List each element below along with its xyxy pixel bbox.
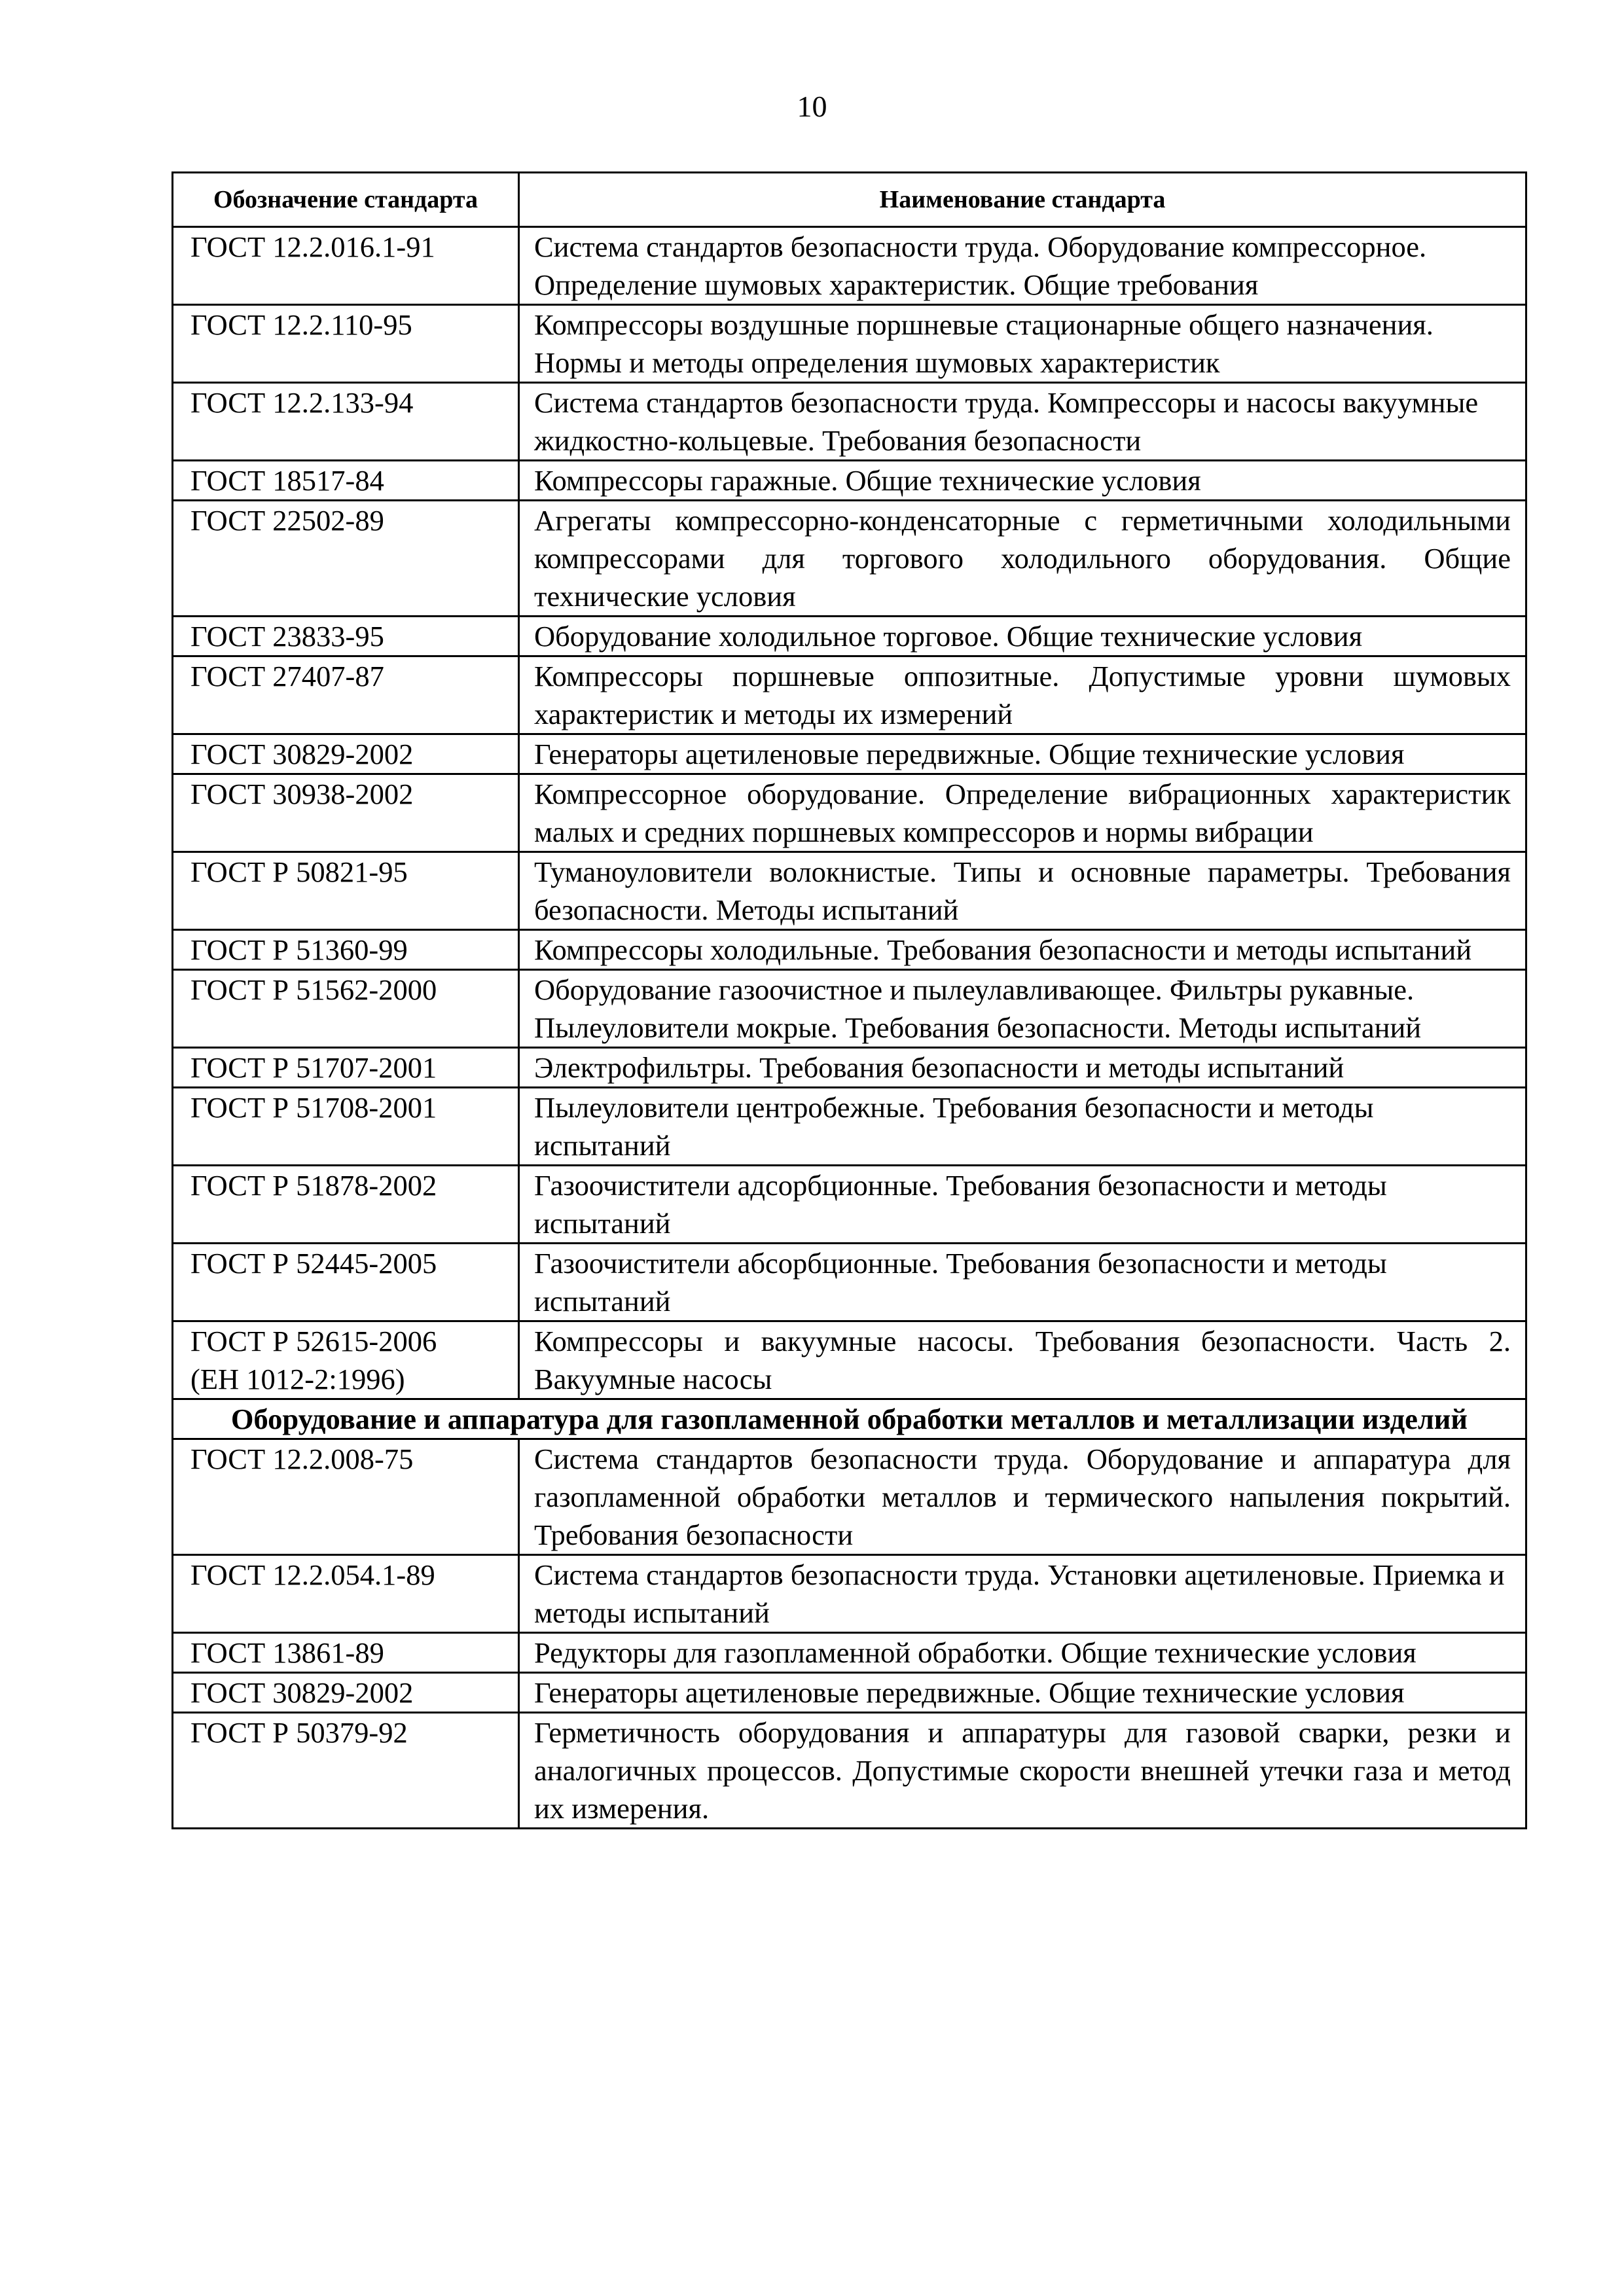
standard-name: Компрессоры воздушные поршневые стационарные общего назначения. Нормы и методы определения шумовых характеристик xyxy=(519,305,1526,383)
standard-code: ГОСТ 12.2.008-75 xyxy=(173,1439,519,1555)
table-row xyxy=(173,1048,1526,1088)
standard-name: Компрессоры гаражные. Общие технические условия xyxy=(519,461,1526,501)
standard-code: ГОСТ 12.2.054.1-89 xyxy=(173,1555,519,1633)
table-row xyxy=(173,1673,1526,1713)
table-row xyxy=(173,734,1526,774)
standard-code: ГОСТ Р 51707-2001 xyxy=(173,1048,519,1088)
table-row xyxy=(173,383,1526,461)
standard-name: Система стандартов безопасности труда. Оборудование и аппаратура для газопламенной обработки металлов и термического напыления покрытий. Требования безопасности xyxy=(519,1439,1526,1555)
column-header-name: Наименование стандарта xyxy=(519,173,1526,227)
table-row xyxy=(173,305,1526,383)
standard-code: ГОСТ 13861-89 xyxy=(173,1633,519,1673)
page-number: 10 xyxy=(797,90,827,123)
table-row xyxy=(173,1321,1526,1399)
standard-name: Компрессоры холодильные. Требования безопасности и методы испытаний xyxy=(519,930,1526,970)
table-row xyxy=(173,1244,1526,1321)
table-row xyxy=(173,501,1526,617)
standard-name: Генераторы ацетиленовые передвижные. Общие технические условия xyxy=(519,734,1526,774)
standard-code: ГОСТ 22502-89 xyxy=(173,501,519,617)
standard-name: Герметичность оборудования и аппаратуры для газовой сварки, резки и аналогичных процессов. Допустимые скорости внешней утечки газа и метод их измерения. xyxy=(519,1713,1526,1829)
standard-code: ГОСТ 18517-84 xyxy=(173,461,519,501)
table-row xyxy=(173,461,1526,501)
standard-code: ГОСТ 30829-2002 xyxy=(173,1673,519,1713)
standard-name: Туманоуловители волокнистые. Типы и основные параметры. Требования безопасности. Методы испытаний xyxy=(519,852,1526,930)
standard-code: ГОСТ 27407-87 xyxy=(173,656,519,734)
standard-code: ГОСТ Р 52445-2005 xyxy=(173,1244,519,1321)
section-header-row xyxy=(173,1399,1526,1439)
standard-code: ГОСТ 12.2.110-95 xyxy=(173,305,519,383)
standard-code: ГОСТ Р 51878-2002 xyxy=(173,1166,519,1244)
table-row xyxy=(173,227,1526,305)
standard-name: Редукторы для газопламенной обработки. Общие технические условия xyxy=(519,1633,1526,1673)
standard-name: Электрофильтры. Требования безопасности и методы испытаний xyxy=(519,1048,1526,1088)
table-row xyxy=(173,930,1526,970)
standard-code: ГОСТ Р 50379-92 xyxy=(173,1713,519,1829)
table-row xyxy=(173,1088,1526,1166)
standard-name: Компрессорное оборудование. Определение вибрационных характеристик малых и средних поршневых компрессоров и нормы вибрации xyxy=(519,774,1526,852)
table-header-row xyxy=(173,173,1526,227)
standard-name: Компрессоры и вакуумные насосы. Требования безопасности. Часть 2. Вакуумные насосы xyxy=(519,1321,1526,1399)
standard-code: ГОСТ Р 52615-2006 (ЕН 1012-2:1996) xyxy=(173,1321,519,1399)
table-row xyxy=(173,1713,1526,1829)
standard-name: Компрессоры поршневые оппозитные. Допустимые уровни шумовых характеристик и методы их измерений xyxy=(519,656,1526,734)
standard-code: ГОСТ Р 50821-95 xyxy=(173,852,519,930)
standard-code: ГОСТ 12.2.133-94 xyxy=(173,383,519,461)
table-row xyxy=(173,656,1526,734)
standard-code: ГОСТ 30829-2002 xyxy=(173,734,519,774)
standard-name: Пылеуловители центробежные. Требования безопасности и методы испытаний xyxy=(519,1088,1526,1166)
section-title: Оборудование и аппаратура для газопламенной обработки металлов и металлизации изделий xyxy=(173,1399,1526,1439)
column-header-code: Обозначение стандарта xyxy=(173,173,519,227)
standard-name: Система стандартов безопасности труда. Оборудование компрессорное. Определение шумовых характеристик. Общие требования xyxy=(519,227,1526,305)
standard-code: ГОСТ Р 51360-99 xyxy=(173,930,519,970)
table-row xyxy=(173,1439,1526,1555)
table-row xyxy=(173,1633,1526,1673)
table-row xyxy=(173,774,1526,852)
standard-code: ГОСТ 12.2.016.1-91 xyxy=(173,227,519,305)
standard-code: ГОСТ 23833-95 xyxy=(173,617,519,656)
standards-table xyxy=(171,171,1527,1829)
standard-code: ГОСТ 30938-2002 xyxy=(173,774,519,852)
standard-name: Система стандартов безопасности труда. Компрессоры и насосы вакуумные жидкостно-кольцевые. Требования безопасности xyxy=(519,383,1526,461)
table-row xyxy=(173,1166,1526,1244)
table-row xyxy=(173,1555,1526,1633)
standard-name: Газоочистители абсорбционные. Требования безопасности и методы испытаний xyxy=(519,1244,1526,1321)
standard-code: ГОСТ Р 51708-2001 xyxy=(173,1088,519,1166)
standard-name: Система стандартов безопасности труда. Установки ацетиленовые. Приемка и методы испытаний xyxy=(519,1555,1526,1633)
standard-name: Генераторы ацетиленовые передвижные. Общие технические условия xyxy=(519,1673,1526,1713)
table-row xyxy=(173,852,1526,930)
standard-name: Газоочистители адсорбционные. Требования безопасности и методы испытаний xyxy=(519,1166,1526,1244)
table-row xyxy=(173,970,1526,1048)
standard-name: Оборудование газоочистное и пылеулавливающее. Фильтры рукавные. Пылеуловители мокрые. Требования безопасности. Методы испытаний xyxy=(519,970,1526,1048)
table-row xyxy=(173,617,1526,656)
standard-name: Агрегаты компрессорно-конденсаторные с герметичными холодильными компрессорами для торгового холодильного оборудования. Общие технические условия xyxy=(519,501,1526,617)
standard-name: Оборудование холодильное торговое. Общие технические условия xyxy=(519,617,1526,656)
standard-code: ГОСТ Р 51562-2000 xyxy=(173,970,519,1048)
